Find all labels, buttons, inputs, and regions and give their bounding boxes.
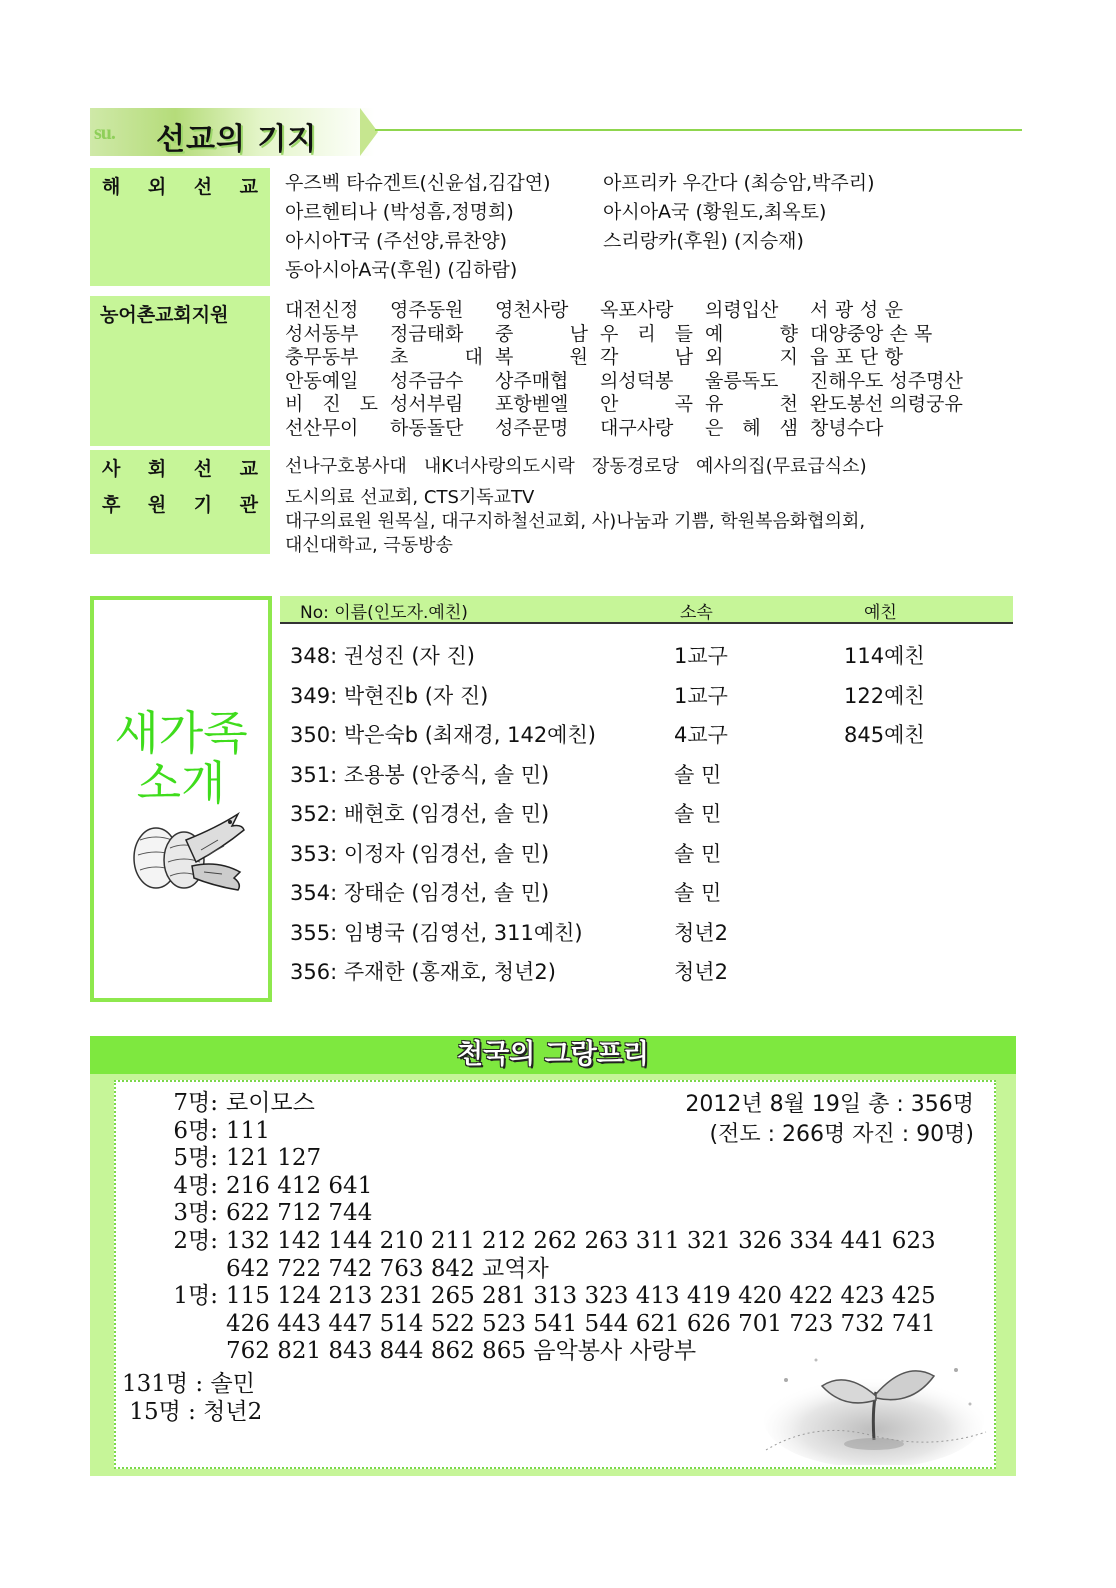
grandprix-totals	[685, 1090, 974, 1150]
overseas-item: 스리랑카(후원) (지승재)	[603, 230, 804, 252]
row-dept: 청년2	[674, 920, 728, 945]
overseas-item: 동아시아A국(후원) (김하람)	[285, 259, 518, 281]
table-row	[290, 715, 1010, 755]
table-row	[290, 755, 1010, 795]
count-values: 426 443 447 514 522 523 541 544 621 626 701 723 732 741	[226, 1310, 936, 1337]
date-total: 2012년 8월 19일 총 : 356명	[685, 1092, 974, 1117]
mission-title: 선교의 기지	[156, 122, 318, 157]
grandprix-title: 천국의 그랑프리	[457, 1039, 649, 1070]
rural-item: 정금태화	[390, 322, 464, 345]
rural-label-text: 농어촌교회지원	[100, 304, 229, 326]
summary-line: 15명 : 청년2	[122, 1399, 263, 1425]
social-label	[90, 450, 270, 486]
overseas-list	[285, 169, 933, 285]
row-dept: 1교구	[674, 644, 728, 668]
rural-item: 포항벧엘	[495, 393, 569, 415]
grandprix-panel	[114, 1080, 996, 1469]
row-group: 122예친	[844, 683, 925, 708]
table-row	[290, 913, 1010, 953]
rural-grid	[285, 299, 963, 440]
rural-item: 성주금수	[390, 369, 464, 392]
count-label: 6명:	[173, 1117, 218, 1144]
overseas-label-char: 교	[239, 176, 258, 198]
list-item	[160, 1311, 936, 1339]
overseas-label-char: 해	[102, 176, 121, 198]
sponsor-row	[90, 486, 1022, 554]
rural-item: 각 남	[600, 346, 693, 368]
sponsor-label	[90, 486, 270, 554]
count-label	[160, 1311, 218, 1339]
count-values: 642 722 742 763 842 교역자	[226, 1255, 549, 1282]
overseas-row	[90, 168, 1022, 286]
list-item	[160, 1173, 936, 1201]
count-values: 115 124 213 231 265 281 313 323 413 419 420 422 423 425	[226, 1283, 936, 1310]
row-dept: 솔 민	[674, 802, 722, 826]
rural-row	[90, 296, 1022, 446]
rural-item: 서 광 성 운	[810, 299, 903, 321]
count-label: 1명:	[173, 1283, 218, 1310]
row-group: 114예친	[844, 644, 925, 668]
count-values: 622 712 744	[226, 1200, 373, 1227]
sponsor-line: 대신대학교, 극동방송	[285, 535, 453, 556]
rural-item: 옥포사랑	[600, 299, 674, 321]
overseas-item: 아프리카 우간다 (최승암,박주리)	[603, 172, 875, 194]
overseas-item: 아르헨티나 (박성흠,정명희)	[285, 201, 514, 223]
mission-header	[90, 108, 1022, 156]
rural-item: 영주동원	[390, 299, 464, 321]
row-name: 348: 권성진 (자 진)	[290, 644, 475, 668]
sponsor-label-char: 원	[147, 494, 167, 516]
row-name: 355: 임병국 (김영선, 311예친)	[290, 920, 583, 945]
rural-item: 충무동부	[285, 346, 359, 368]
rural-item: 안 곡	[600, 393, 693, 415]
count-values: 121 127	[226, 1145, 322, 1172]
rural-item: 진해우도 성주명산	[810, 369, 963, 392]
table-row	[290, 676, 1010, 716]
col-header-name: No: 이름(인도자.예친)	[300, 603, 468, 623]
count-label: 2명:	[173, 1227, 218, 1254]
overseas-item: 아시아T국 (주선양,류찬양)	[285, 230, 508, 252]
rural-item: 예 향	[705, 322, 798, 345]
mission-header-rule	[375, 129, 1022, 131]
rural-item: 외 지	[705, 346, 798, 368]
sponsor-label-char: 관	[239, 494, 258, 516]
table-row	[290, 636, 1010, 676]
grandprix-section	[90, 1036, 1016, 1476]
bread-fish-illustration	[126, 800, 246, 900]
rural-item: 선산무이	[285, 416, 359, 439]
rural-item: 영천사랑	[495, 299, 569, 321]
sponsor-label-char: 기	[193, 494, 213, 516]
sprout-illustration	[756, 1340, 992, 1465]
overseas-item: 아시아A국 (황원도,최옥토)	[603, 201, 827, 223]
social-label-char: 사	[102, 458, 121, 480]
total-breakdown: (전도 : 266명 자진 : 90명)	[709, 1122, 974, 1147]
table-row	[290, 794, 1010, 834]
newfamily-title	[94, 708, 268, 808]
sponsor-label-char: 후	[102, 494, 121, 516]
rural-item: 은 혜 샘	[705, 416, 798, 439]
count-label: 3명:	[173, 1200, 218, 1227]
row-name: 352: 배현호 (임경선, 솔 민)	[290, 802, 550, 826]
social-label-char: 회	[147, 458, 167, 480]
count-label	[160, 1338, 218, 1366]
table-row	[290, 834, 1010, 874]
grandprix-summary	[122, 1370, 262, 1426]
list-item	[160, 1200, 936, 1228]
list-item	[160, 1283, 936, 1311]
list-item	[160, 1228, 936, 1256]
rural-item: 상주매협	[495, 369, 569, 392]
row-name: 353: 이정자 (임경선, 솔 민)	[290, 841, 550, 866]
rural-item: 의령입산	[705, 299, 779, 321]
rural-item: 중 남	[495, 322, 588, 345]
social-row	[90, 450, 1022, 486]
overseas-label-char: 외	[147, 176, 167, 198]
count-values: 216 412 641	[226, 1172, 373, 1199]
rural-item: 울릉독도	[705, 369, 779, 392]
rural-item: 대구사랑	[600, 416, 674, 439]
row-dept: 4교구	[674, 723, 728, 747]
rural-label	[90, 296, 270, 446]
count-values: 762 821 843 844 862 865 음악봉사 사랑부	[226, 1338, 697, 1365]
newfamily-table-header	[280, 596, 1013, 624]
social-text: 선나구호봉사대 내K너사랑의도시락 장동경로당 예사의집(무료급식소)	[285, 456, 867, 477]
col-header-group: 예친	[864, 603, 897, 623]
row-dept: 솔 민	[674, 762, 722, 787]
row-name: 350: 박은숙b (최재경, 142예친)	[290, 723, 596, 747]
rural-item: 성주문명	[495, 416, 569, 439]
table-row	[290, 952, 1010, 992]
rural-item: 성서동부	[285, 322, 359, 345]
rural-item: 완도봉선 의령궁유	[810, 393, 963, 415]
rural-item: 하동돌단	[390, 416, 464, 439]
count-values: 111	[226, 1117, 270, 1144]
social-label-char: 교	[239, 458, 258, 480]
rural-item: 읍 포 단 항	[810, 346, 903, 368]
social-label-char: 선	[193, 458, 213, 480]
rural-item: 대양중앙 손 목	[810, 322, 933, 345]
newfamily-table	[290, 636, 1010, 992]
rural-item: 복 원	[495, 346, 588, 368]
row-name: 354: 장태순 (임경선, 솔 민)	[290, 881, 550, 905]
col-header-dept: 소속	[680, 603, 713, 623]
count-values: 132 142 144 210 211 212 262 263 311 321 326 334 441 623	[226, 1227, 936, 1254]
row-dept: 청년2	[674, 960, 728, 984]
row-name: 349: 박현진b (자 진)	[290, 683, 489, 708]
row-dept: 1교구	[674, 683, 728, 708]
rural-item: 의성덕봉	[600, 369, 674, 392]
mission-header-decoration: su.	[94, 122, 115, 144]
count-label	[160, 1256, 218, 1284]
sponsor-line: 도시의료 선교회, CTS기독교TV	[285, 487, 535, 508]
count-label: 4명:	[173, 1172, 218, 1199]
rural-item: 대전신정	[285, 299, 359, 321]
rural-item: 유 천	[705, 393, 798, 415]
sponsor-line: 대구의료원 원목실, 대구지하철선교회, 사)나눔과 기쁨, 학원복음화협의회,	[285, 511, 866, 532]
rural-item: 초 대	[390, 346, 483, 368]
rural-item: 안동예일	[285, 369, 359, 392]
overseas-item	[603, 256, 933, 285]
sponsor-list	[285, 486, 865, 558]
rural-item: 성서부림	[390, 393, 464, 415]
list-item	[160, 1256, 936, 1284]
rural-item: 우 리 들	[600, 322, 693, 345]
summary-line: 131명 : 솔민	[122, 1371, 255, 1397]
count-label: 5명:	[173, 1145, 218, 1172]
newfamily-title-line: 소개	[136, 756, 226, 810]
row-name: 356: 주재한 (홍재호, 청년2)	[290, 960, 556, 984]
row-name: 351: 조용봉 (안중식, 솔 민)	[290, 762, 550, 787]
mission-header-arrow	[360, 108, 378, 156]
overseas-label	[90, 168, 270, 286]
row-group: 845예친	[844, 723, 925, 747]
row-dept: 솔 민	[674, 841, 722, 866]
table-row	[290, 873, 1010, 913]
overseas-item: 우즈벡 타슈겐트(신윤섭,김갑연)	[285, 172, 551, 194]
newfamily-title-line: 새가족	[114, 706, 248, 760]
count-values: 로이모스	[226, 1090, 315, 1116]
row-dept: 솔 민	[674, 881, 722, 905]
overseas-label-char: 선	[193, 176, 213, 198]
newfamily-title-box	[90, 596, 272, 1002]
rural-item: 비 진 도	[285, 393, 378, 415]
rural-item: 창녕수다	[810, 416, 884, 439]
count-label: 7명:	[173, 1090, 218, 1116]
